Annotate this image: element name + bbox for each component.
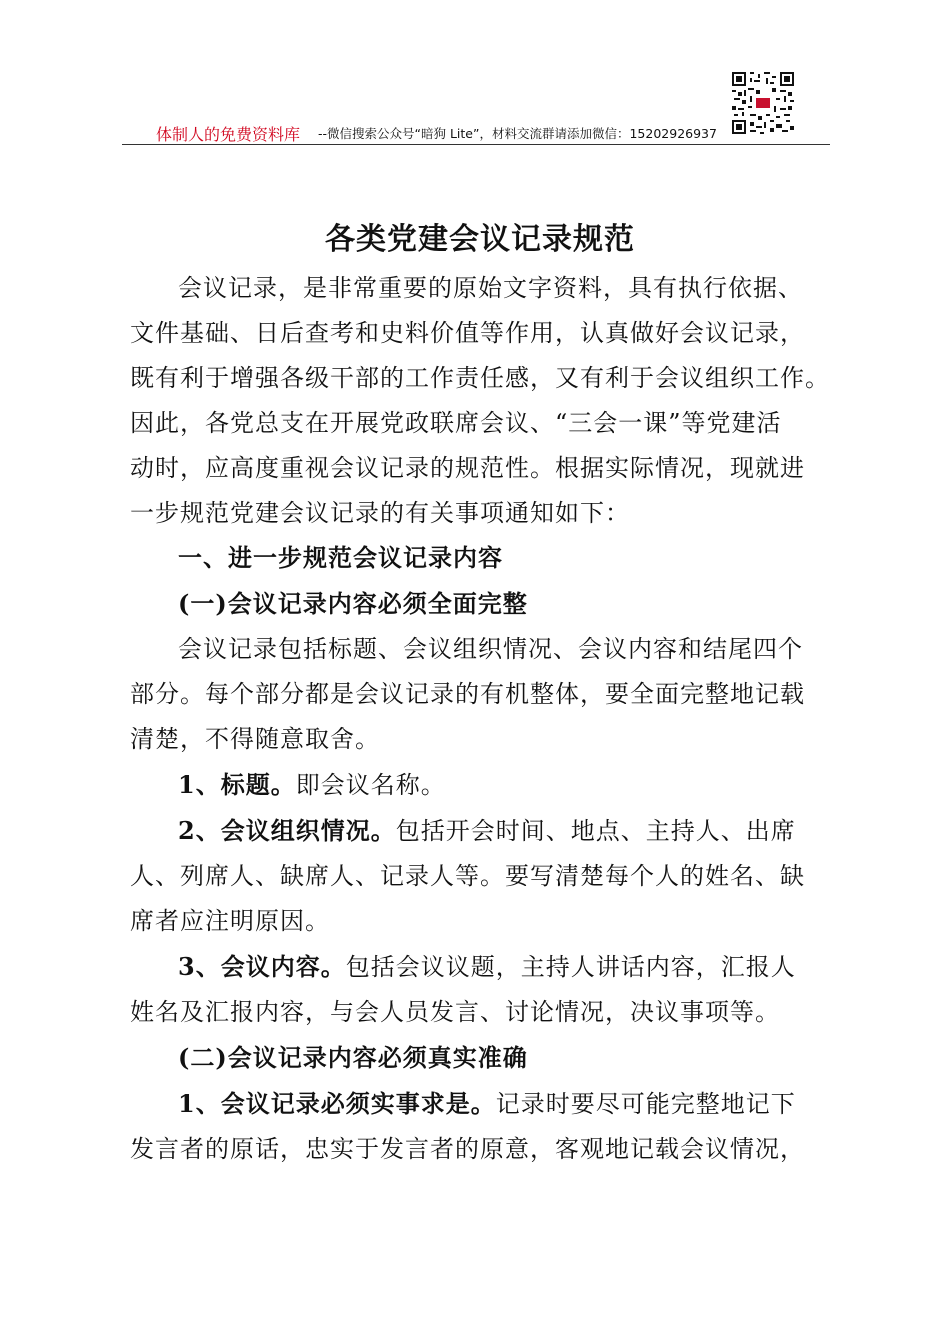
paragraph-line: 席者应注明原因。 (130, 907, 330, 935)
paragraph-line: 清楚，不得随意取舍。 (130, 725, 380, 753)
document-title: 各类党建会议记录规范 (325, 222, 635, 257)
list-item-text: 记录时要尽可能完整地记下 (495, 1090, 796, 1118)
list-item-label: 1、标题。 (178, 770, 296, 799)
list-item-text: 包括开会时间、地点、主持人、出席 (395, 817, 796, 845)
intro-line: 既有利于增强各级干部的工作责任感，又有利于会议组织工作。 (130, 364, 830, 392)
brand-name: 体制人的免费资料库 (156, 125, 301, 144)
paragraph-line: 部分。每个部分都是会议记录的有机整体，要全面完整地记载 (130, 680, 805, 708)
list-item (130, 808, 830, 854)
intro-line: 会议记录，是非常重要的原始文字资料，具有执行依据、 (178, 274, 803, 302)
intro-line: 因此，各党总支在开展党政联席会议、“三会一课”等党建活 (130, 409, 782, 437)
list-item-text: 即会议名称。 (295, 771, 446, 799)
intro-line: 动时，应高度重视会议记录的规范性。根据实际情况，现就进 (130, 454, 805, 482)
list-item-label: 2、会议组织情况。 (178, 816, 396, 845)
qr-code-icon (732, 72, 794, 134)
page-header (122, 66, 830, 146)
paragraph-line: 人、列席人、缺席人、记录人等。要写清楚每个人的姓名、缺 (130, 862, 805, 890)
paragraph-line: 会议记录包括标题、会议组织情况、会议内容和结尾四个 (178, 635, 803, 663)
intro-line: 一步规范党建会议记录的有关事项通知如下： (130, 499, 630, 527)
document-body (130, 214, 830, 1172)
list-item (130, 1081, 830, 1127)
list-item-label: 3、会议内容。 (178, 952, 346, 981)
intro-line: 文件基础、日后查考和史料价值等作用，认真做好会议记录， (130, 319, 805, 347)
header-note: --微信搜索公众号“暗狗 Lite”，材料交流群请添加微信：15202926937 (318, 126, 717, 141)
paragraph-line: 姓名及汇报内容，与会人员发言、讨论情况，决议事项等。 (130, 998, 780, 1026)
subsection-heading: (二)会议记录内容必须真实准确 (178, 1043, 528, 1072)
paragraph-line: 发言者的原话，忠实于发言者的原意，客观地记载会议情况， (130, 1135, 805, 1163)
list-item-label: 1、会议记录必须实事求是。 (178, 1089, 496, 1118)
header-divider (122, 144, 830, 145)
subsection-heading: (一)会议记录内容必须全面完整 (178, 589, 528, 618)
list-item (130, 762, 830, 808)
list-item-text: 包括会议议题，主持人讲话内容，汇报人 (345, 953, 796, 981)
list-item (130, 944, 830, 990)
section-heading: 一、进一步规范会议记录内容 (178, 544, 503, 572)
